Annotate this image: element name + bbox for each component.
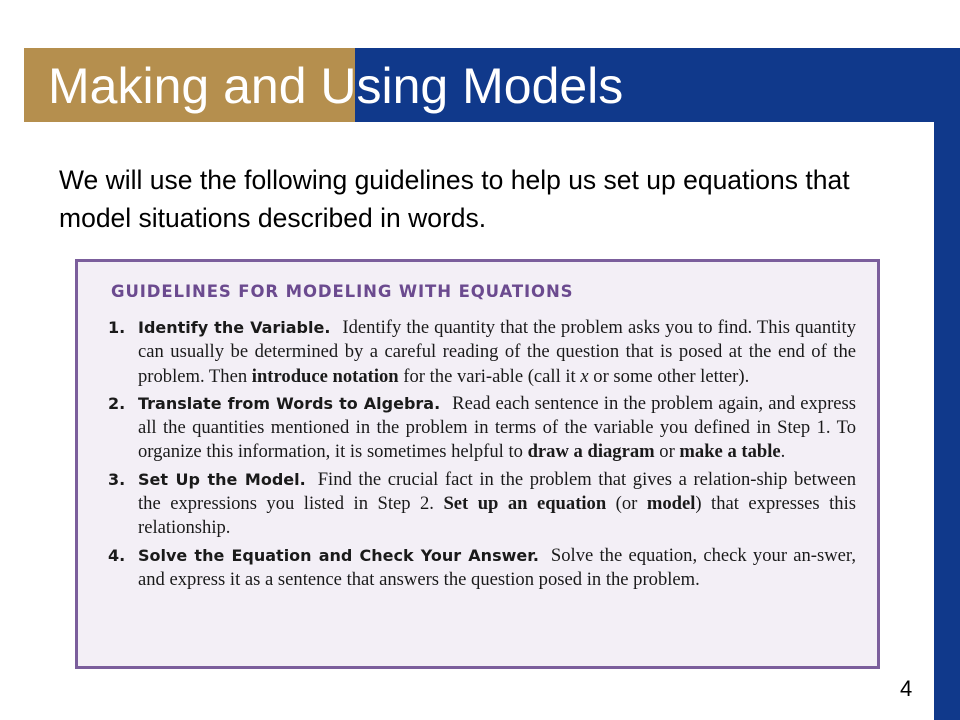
intro-text: We will use the following guidelines to help us set up equations that model situations described in words. — [59, 165, 850, 233]
guideline-text: for the vari-able (call it — [398, 365, 581, 387]
variable-symbol: x — [580, 365, 589, 387]
side-strip — [934, 122, 960, 720]
guideline-emphasis: make a table — [679, 441, 781, 463]
guideline-text: Solve the equation, check your an-swer, and express it as a sentence that answers the question posed in the problem. — [138, 544, 856, 590]
guideline-emphasis: introduce notation — [251, 365, 399, 387]
guideline-text: ) that expresses this relationship. — [138, 493, 857, 539]
slide-title: Making and Using Models — [48, 58, 624, 114]
guidelines-list — [108, 316, 856, 595]
page-number: 4 — [900, 676, 913, 701]
guideline-text: Identify the quantity that the problem asks you to find. This quantity can usually be determined by a careful reading of the question that is posed at the end of the problem. Then — [138, 317, 857, 387]
guidelines-box — [75, 259, 880, 669]
guideline-text: (or — [606, 493, 647, 515]
guideline-text: Read each sentence in the problem again, and express all the quantities mentioned in the problem in terms of the variable you defined in Step 1. To organize this information, it is sometimes helpful to — [138, 392, 856, 463]
guideline-head: Translate from Words to Algebra. — [138, 393, 441, 413]
guideline-text: or some other letter). — [588, 365, 750, 387]
guideline-emphasis: draw a diagram — [527, 441, 655, 463]
guideline-number: 1. — [108, 318, 126, 337]
guideline-number: 3. — [108, 469, 126, 489]
guideline-emphasis: Set up an equation — [443, 493, 607, 515]
guidelines-heading: GUIDELINES FOR MODELING WITH EQUATIONS — [111, 282, 574, 301]
guideline-emphasis: model — [646, 493, 696, 515]
guideline-body — [138, 392, 856, 465]
guideline-item-4 — [108, 544, 856, 593]
guideline-body — [138, 544, 856, 593]
guideline-item-2 — [108, 392, 856, 465]
guideline-head: Identify the Variable. — [138, 318, 331, 337]
guideline-head: Solve the Equation and Check Your Answer. — [138, 545, 539, 565]
guideline-text: . — [780, 441, 786, 463]
guideline-head: Set Up the Model. — [138, 469, 306, 489]
guideline-text: or — [654, 441, 680, 463]
guideline-item-1 — [108, 316, 856, 389]
guideline-text: Find the crucial fact in the problem that gives a relation-ship between the expressions you listed in Step 2. — [138, 468, 856, 515]
guideline-number: 4. — [108, 545, 126, 565]
guideline-item-3 — [108, 468, 856, 541]
guideline-body — [138, 316, 856, 389]
guideline-body — [138, 468, 856, 541]
guideline-number: 2. — [108, 393, 126, 413]
